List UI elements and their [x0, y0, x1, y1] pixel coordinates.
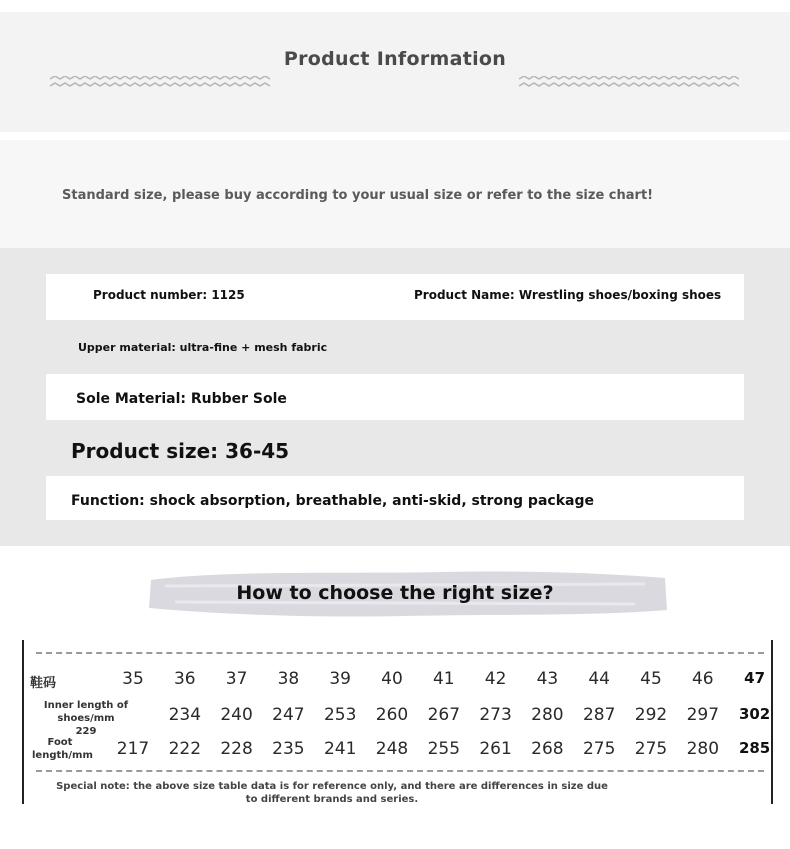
size-code-cell: 40	[381, 669, 403, 689]
size-chart-table	[22, 640, 774, 805]
inner-length-cell: 240	[220, 705, 253, 725]
size-code-cell: 36	[173, 669, 196, 689]
inner-length-cell: 234	[168, 705, 202, 725]
product-number: Product number: 1125	[93, 288, 245, 302]
header-band	[0, 12, 790, 132]
product-function: Function: shock absorption, breathable, anti-skid, strong package	[71, 493, 594, 509]
foot-length-cell: 248	[375, 739, 409, 759]
inner-length-cell: 297	[686, 705, 720, 725]
foot-length-cell: 217	[116, 739, 150, 759]
size-code-label: 鞋码	[30, 676, 57, 691]
foot-length-cell: 235	[272, 739, 305, 759]
size-code-cell: 38	[277, 669, 300, 689]
inner-length-label-text: Inner length of shoes/mm	[43, 700, 129, 724]
foot-length-cell: 275	[634, 739, 668, 759]
zigzag-decoration-left	[50, 76, 270, 88]
foot-length-cell: 285	[738, 739, 771, 757]
size-code-cell: 39	[329, 669, 351, 689]
inner-length-cell: 273	[479, 705, 512, 725]
product-name: Product Name: Wrestling shoes/boxing shoes	[414, 288, 722, 302]
sole-material: Sole Material: Rubber Sole	[76, 391, 287, 407]
size-chart-cells	[22, 640, 774, 780]
foot-length-cell: 261	[479, 739, 512, 759]
inner-length-cell: 260	[375, 705, 409, 725]
size-code-cell: 35	[122, 669, 144, 689]
foot-length-cell: 222	[168, 739, 202, 759]
product-size: Product size: 36-45	[71, 439, 290, 463]
size-code-cell: 44	[588, 669, 610, 689]
size-code-cell: 45	[640, 669, 662, 689]
size-code-cell: 43	[536, 669, 559, 689]
page-title: Product Information	[283, 48, 507, 70]
special-note: Special note: the above size table data is for reference only, and there are differences in size due to different brands and series.	[56, 781, 608, 805]
inner-length-cell: 267	[427, 705, 461, 725]
size-code-cell: 37	[225, 669, 248, 689]
inner-length-cell: 253	[323, 705, 357, 725]
size-code-cell: 42	[484, 669, 507, 689]
foot-length-cell: 228	[220, 739, 253, 759]
zigzag-decoration-right	[519, 76, 739, 88]
standard-size-note: Standard size, please buy according to your usual size or refer to the size chart!	[62, 188, 654, 203]
foot-length-cell: 275	[582, 739, 616, 759]
product-info-panel	[0, 248, 790, 546]
foot-length-cell: 268	[531, 739, 564, 759]
upper-material: Upper material: ultra-fine + mesh fabric	[78, 341, 328, 354]
inner-length-cell: 287	[582, 705, 616, 725]
size-code-cell: 41	[432, 669, 455, 689]
foot-length-label: Foot length/mm	[32, 737, 93, 761]
inner-length-cell: 292	[634, 705, 668, 725]
size-guide-title: How to choose the right size?	[236, 582, 554, 604]
size-code-cell: 46	[691, 669, 714, 689]
standard-size-band	[0, 140, 790, 248]
size-code-cell: 47	[744, 669, 766, 687]
inner-length-cell: 247	[272, 705, 305, 725]
inner-length-cell: 280	[531, 705, 564, 725]
inner-length-first-value: 229	[75, 726, 97, 737]
foot-length-cell: 255	[427, 739, 461, 759]
inner-length-cell: 302	[738, 705, 771, 723]
foot-length-cell: 280	[686, 739, 720, 759]
foot-length-cell: 241	[323, 739, 357, 759]
